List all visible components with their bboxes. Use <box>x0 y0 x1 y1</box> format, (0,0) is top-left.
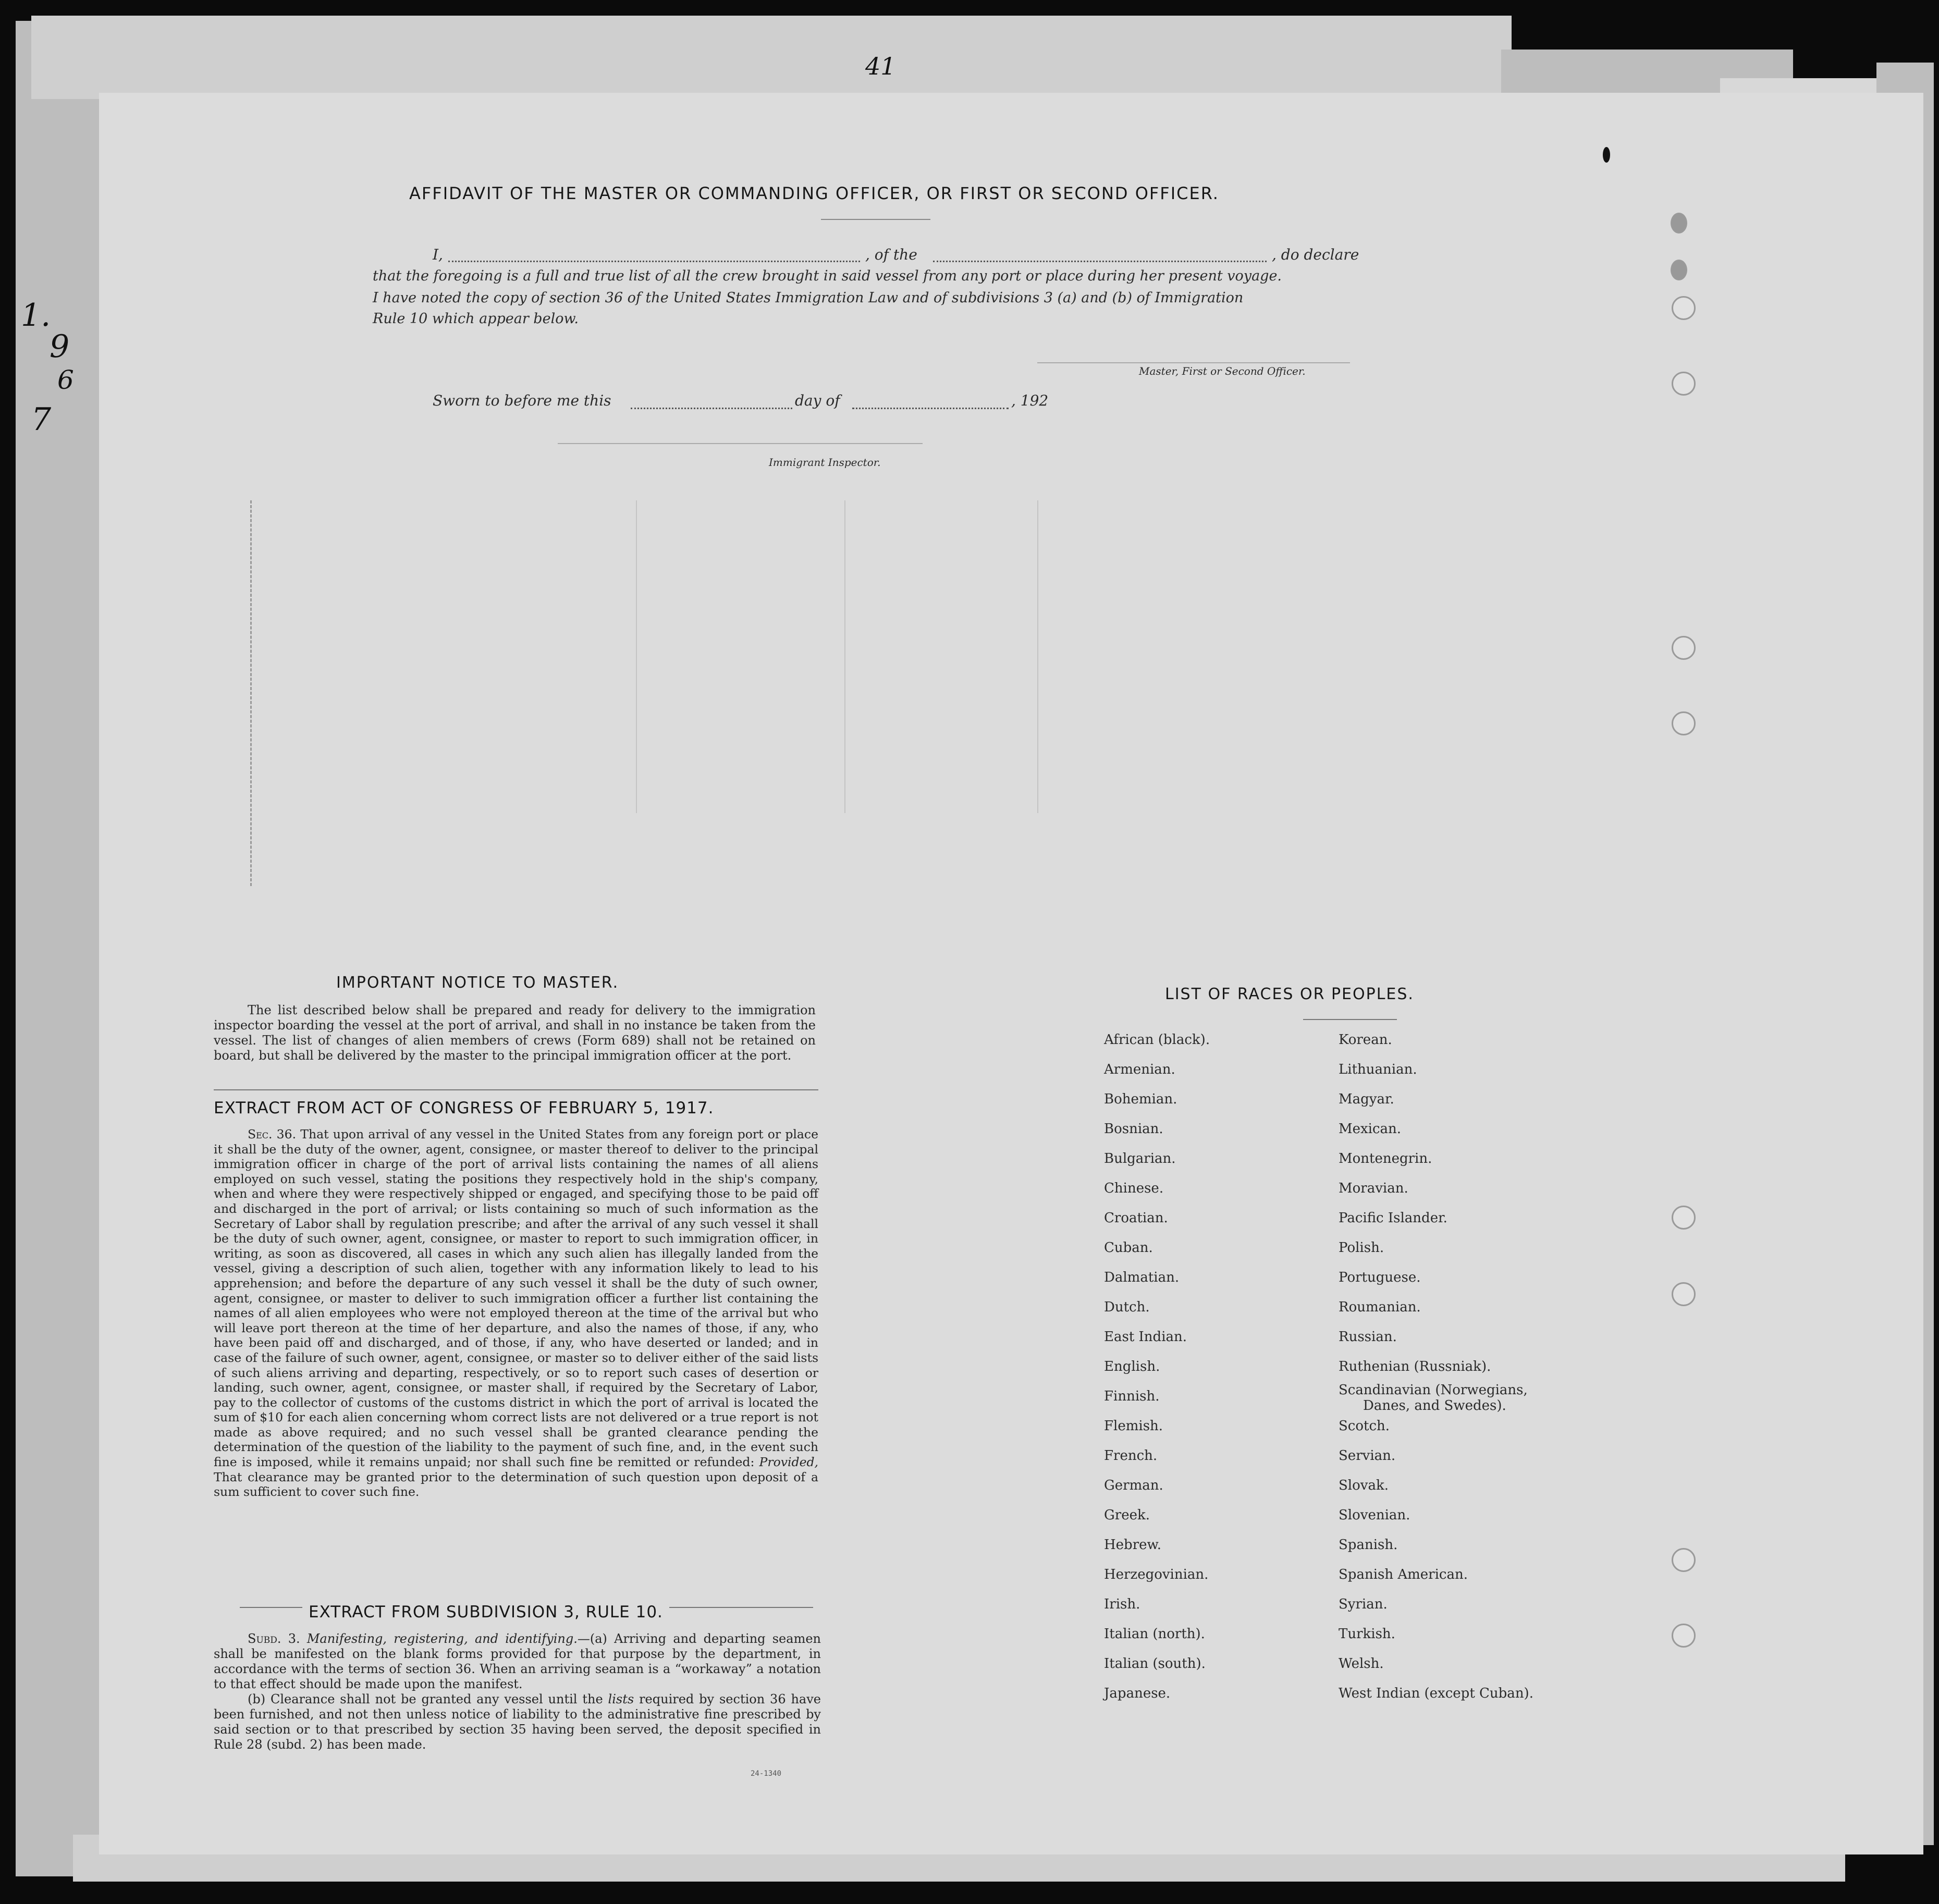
bleed-marks <box>250 500 256 886</box>
sworn-day-blank[interactable] <box>631 408 792 409</box>
race-left: Dutch. <box>1104 1299 1150 1315</box>
race-left: East Indian. <box>1104 1329 1187 1345</box>
extract-act-text <box>214 1127 818 1500</box>
extract-act-title: EXTRACT FROM ACT OF CONGRESS OF FEBRUARY 5, 1917. <box>214 1099 714 1117</box>
affidavit-declare: , do declare <box>1272 246 1359 263</box>
extract-rule-title: EXTRACT FROM SUBDIVISION 3, RULE 10. <box>302 1603 669 1622</box>
inspector-signature-line[interactable] <box>558 443 923 444</box>
binder-hole <box>1672 1206 1696 1230</box>
race-right: Welsh. <box>1339 1656 1384 1672</box>
divider <box>821 219 930 220</box>
day-of-label: day of <box>795 392 840 409</box>
subd-b-text-2: required by section 36 have been furnished, and not then unless notice of liability to the administrative fine prescribed by said section or to that prescribed by section 35 having been served, the deposit specified in Rule 28 (subd. 2) has been made. <box>214 1692 821 1752</box>
left-margin-hand: 7 <box>31 401 52 438</box>
race-right: Portuguese. <box>1339 1270 1421 1285</box>
vessel-blank[interactable] <box>933 261 1267 262</box>
left-margin-hand: 9 <box>50 328 70 365</box>
sworn-month-blank[interactable] <box>852 408 1009 409</box>
binder-hole <box>1672 1624 1696 1648</box>
race-right: Roumanian. <box>1339 1299 1421 1315</box>
year-label: , 192 <box>1011 392 1049 409</box>
notice-text <box>214 1003 816 1063</box>
races-title: LIST OF RACES OR PEOPLES. <box>1165 985 1414 1003</box>
race-left: Dalmatian. <box>1104 1270 1180 1285</box>
page-number: 41 <box>865 52 896 80</box>
race-right: Turkish. <box>1339 1626 1395 1642</box>
race-left: Chinese. <box>1104 1181 1164 1196</box>
race-left: Irish. <box>1104 1596 1140 1612</box>
bleed-through-area <box>240 469 1647 938</box>
subd-b-text-1: (b) Clearance shall not be granted any vessel until the <box>248 1692 603 1706</box>
race-right: Polish. <box>1339 1240 1384 1256</box>
sec-36-text-end: That clearance may be granted prior to the determination of such question upon deposit of a sum sufficient to cover such fine. <box>214 1469 818 1500</box>
name-blank[interactable] <box>448 261 860 262</box>
race-left: French. <box>1104 1448 1158 1464</box>
race-right: Moravian. <box>1339 1181 1408 1196</box>
race-left: English. <box>1104 1359 1160 1374</box>
sworn-label: Sworn to before me this <box>433 392 611 409</box>
race-right: Montenegrin. <box>1339 1151 1432 1166</box>
race-left: Flemish. <box>1104 1418 1163 1434</box>
left-margin-hand: 1. <box>21 297 51 334</box>
form-number: 24-1340 <box>751 1770 782 1778</box>
affidavit-line-2: that the foregoing is a full and true list of all the crew brought in said vessel from any port or place during her present voyage. <box>373 268 1282 284</box>
race-right: Scotch. <box>1339 1418 1390 1434</box>
race-left: Japanese. <box>1104 1686 1171 1701</box>
race-left: Greek. <box>1104 1507 1150 1523</box>
race-right-continued: Danes, and Swedes). <box>1363 1398 1506 1414</box>
grid-line <box>636 500 637 813</box>
race-right: Korean. <box>1339 1032 1392 1048</box>
subd-heading: Manifesting, registering, and identifying. <box>306 1631 578 1646</box>
affidavit-line-4: Rule 10 which appear below. <box>373 311 579 327</box>
race-left: Hebrew. <box>1104 1537 1161 1553</box>
race-right: West Indian (except Cuban). <box>1339 1686 1533 1701</box>
left-margin-hand: 6 <box>57 365 74 395</box>
subd-b-lists: lists <box>608 1692 634 1706</box>
divider <box>214 1089 818 1090</box>
sec-36-text: That upon arrival of any vessel in the United States from any foreign port or place it shall be the duty of the owner, agent, consignee, or master thereof to deliver to the principal immigration officer in charge of the port of arrival lists containing the names of all aliens employed on such vessel, stating the positions they respectively hold in the ship's company, when and where they were respectively shipped or engaged, and specifying those to be paid off and discharged in the port of arrival; or lists containing so much of such information as the Secretary of Labor shall by regulation prescribe; and after the arrival of any such vessel it shall be the duty of such owner, agent, consignee, or master to report to such immigration officer, in writing, as soon as discovered, all cases in which any such alien has illegally landed from the vessel, giving a description of such alien, together with any information likely to lead to his apprehension; and before the departure of any such vessel it shall be the duty of such owner, agent, consignee, or master to deliver to such immigration officer a further list containing the names of all alien employees who were not employed thereon at the time of the arrival but who will leave port thereon at the time of her departure, and also the names of those, if any, who have been paid off and discharged, and of those, if any, who have deserted or landed; and in case of the failure of such owner, agent, consignee, or master so to deliver either of the said lists of such aliens arriving and departing, respectively, or so to report such cases of desertion or landing, such owner, agent, consignee, or master shall, if required by the Secretary of Labor, pay to the collector of customs of the customs district in which the port of arrival is located the sum of $10 for each alien concerning whom correct lists are not delivered or a true report is not made as above required; and no such vessel shall be granted clearance pending the determination of the question of the liability to the payment of such fine, and, in the event such fine is imposed, while it remains unpaid; nor shall such fine be remitted or refunded: <box>214 1127 818 1470</box>
race-right: Servian. <box>1339 1448 1396 1464</box>
race-right: Magyar. <box>1339 1091 1394 1107</box>
ink-mark <box>1603 147 1610 163</box>
subd-label: Subd. 3. <box>248 1631 300 1646</box>
race-right: Russian. <box>1339 1329 1397 1345</box>
binder-hole <box>1672 711 1696 735</box>
race-left: Bulgarian. <box>1104 1151 1176 1166</box>
race-left: Italian (south). <box>1104 1656 1206 1672</box>
binder-hole <box>1671 260 1687 280</box>
affidavit-i: I, <box>433 246 443 263</box>
race-right: Spanish American. <box>1339 1567 1468 1582</box>
binder-hole <box>1672 296 1696 320</box>
race-right: Syrian. <box>1339 1596 1388 1612</box>
binder-hole <box>1672 372 1696 396</box>
race-left: Cuban. <box>1104 1240 1153 1256</box>
back-sheet-top <box>31 16 1512 99</box>
grid-line <box>1037 500 1038 813</box>
race-left: Bohemian. <box>1104 1091 1177 1107</box>
binder-hole <box>1672 1548 1696 1572</box>
race-right: Slovenian. <box>1339 1507 1410 1523</box>
affidavit-title: AFFIDAVIT OF THE MASTER OR COMMANDING OFFICER, OR FIRST OR SECOND OFFICER. <box>409 183 1219 203</box>
notice-paragraph: The list described below shall be prepared and ready for delivery to the immigration inspector boarding the vessel at the port of arrival, and shall in no instance be taken from the vessel. The list of changes of alien members of crews (Form 689) shall not be retained on board, but shall be delivered by the master to the principal immigration officer at the port. <box>214 1003 816 1063</box>
notice-title: IMPORTANT NOTICE TO MASTER. <box>336 974 619 992</box>
race-right: Scandinavian (Norwegians, <box>1339 1382 1528 1398</box>
race-left: Italian (north). <box>1104 1626 1205 1642</box>
race-right: Pacific Islander. <box>1339 1210 1447 1226</box>
race-left: African (black). <box>1104 1032 1210 1048</box>
master-signature-line[interactable] <box>1037 362 1350 363</box>
master-signature-label: Master, First or Second Officer. <box>1139 365 1306 377</box>
extract-rule-text <box>214 1631 821 1752</box>
race-right: Lithuanian. <box>1339 1062 1417 1077</box>
binder-hole <box>1672 636 1696 660</box>
sec-label: Sec. 36. <box>248 1127 297 1141</box>
race-left: Armenian. <box>1104 1062 1175 1077</box>
race-right: Spanish. <box>1339 1537 1398 1553</box>
race-right: Mexican. <box>1339 1121 1402 1137</box>
affidavit-of-the: , of the <box>865 246 917 263</box>
affidavit-line-3: I have noted the copy of section 36 of the United States Immigration Law and of subdivisions 3 (a) and (b) of Immigration <box>373 290 1244 306</box>
provided-label: Provided, <box>759 1455 818 1470</box>
race-left: German. <box>1104 1478 1163 1493</box>
race-left: Finnish. <box>1104 1389 1160 1404</box>
subd-a-text: —(a) Arriving and departing seamen shall be manifested on the blank forms provided for that purpose by the department, in accordance with the terms of section 36. When an arriving seaman is a “workaway” a notation to that effect should be made upon the manifest. <box>214 1631 821 1691</box>
binder-hole <box>1672 1282 1696 1306</box>
race-left: Herzegovinian. <box>1104 1567 1209 1582</box>
race-left: Bosnian. <box>1104 1121 1163 1137</box>
divider <box>1303 1019 1397 1020</box>
binder-hole <box>1671 213 1687 234</box>
race-left: Croatian. <box>1104 1210 1168 1226</box>
grid-line <box>844 500 845 813</box>
inspector-label: Immigrant Inspector. <box>769 456 881 469</box>
race-right: Ruthenian (Russniak). <box>1339 1359 1491 1374</box>
race-right: Slovak. <box>1339 1478 1389 1493</box>
